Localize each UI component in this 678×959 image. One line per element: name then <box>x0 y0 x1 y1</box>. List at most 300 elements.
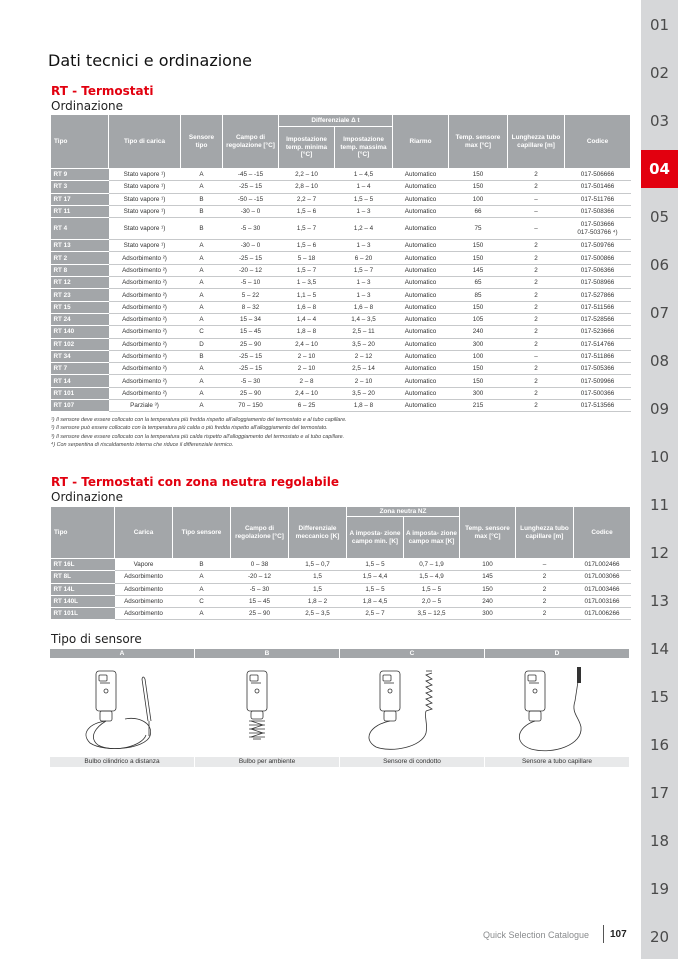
cell-campo: -5 – 30 <box>223 375 279 387</box>
chapter-tab-09[interactable]: 09 <box>649 400 670 418</box>
cell-dmax: 1,4 – 3,5 <box>335 313 393 325</box>
cell-codice: 017-527866 <box>565 289 631 301</box>
table-row <box>51 181 631 193</box>
cell-riarmo: Automatico <box>393 289 449 301</box>
cell-riarmo: Automatico <box>393 313 449 325</box>
cell-riarmo: Automatico <box>393 181 449 193</box>
cell-dmax: 3,5 – 20 <box>335 338 393 350</box>
cell-carica: Parziale ³) <box>109 400 181 412</box>
cell-campo: -5 – 30 <box>223 218 279 240</box>
header-carica: Carica <box>115 507 173 559</box>
cell-dmax: 1,6 – 8 <box>335 301 393 313</box>
cell-carica: Adsorbimento <box>115 595 173 607</box>
cell-codice: 017-513566 <box>565 400 631 412</box>
cell-codice: 017-500866 <box>565 252 631 264</box>
cell-riarmo: Automatico <box>393 169 449 181</box>
cell-tmax: 300 <box>449 387 508 399</box>
cell-carica: Stato vapore ¹) <box>109 169 181 181</box>
table-row <box>51 326 631 338</box>
cell-dmin: 2 – 8 <box>279 375 335 387</box>
cell-codice: 017L003166 <box>574 595 631 607</box>
codice-primary: 017-503666 <box>580 220 615 228</box>
chapter-tab-05[interactable]: 05 <box>649 208 670 226</box>
cell-dmax: 1,2 – 4 <box>335 218 393 240</box>
cell-tmax: 145 <box>449 264 508 276</box>
cell-cap: 2 <box>508 181 565 193</box>
cell-riarmo: Automatico <box>393 363 449 375</box>
cell-tipo: RT 3 <box>51 181 109 193</box>
cell-cap: 2 <box>508 169 565 181</box>
table-row <box>51 218 631 240</box>
header-temp-minima: Impostazione temp. minima [°C] <box>279 127 335 169</box>
cell-cap: 2 <box>508 326 565 338</box>
cell-codice: 017L003066 <box>574 571 631 583</box>
cell-sensore: B <box>181 350 223 362</box>
chapter-tab-04[interactable]: 04 <box>641 150 678 188</box>
cell-sensore: A <box>173 583 231 595</box>
cell-tmax: 105 <box>449 313 508 325</box>
sensor-letter-c: C <box>340 649 484 658</box>
cell-cap: 2 <box>508 400 565 412</box>
cell-tmax: 145 <box>460 571 516 583</box>
cell-cap: – <box>508 350 565 362</box>
table-row <box>51 375 631 387</box>
table-row <box>51 205 631 217</box>
header-codice: Codice <box>574 507 631 559</box>
cell-campo: 8 – 32 <box>223 301 279 313</box>
header-campo-regolazione: Campo di regolazione [°C] <box>223 115 279 169</box>
cell-codice: 017-528566 <box>565 313 631 325</box>
cell-sensore: B <box>181 193 223 205</box>
cell-tipo: RT 2 <box>51 252 109 264</box>
cell-tmax: 240 <box>460 595 516 607</box>
cell-tipo: RT 14 <box>51 375 109 387</box>
cell-dmax: 2 – 12 <box>335 350 393 362</box>
chapter-tab-20[interactable]: 20 <box>649 928 670 946</box>
table-row <box>51 193 631 205</box>
cell-tmax: 150 <box>449 181 508 193</box>
chapter-tab-12[interactable]: 12 <box>649 544 670 562</box>
cell-tmax: 150 <box>449 252 508 264</box>
cell-dmin: 1,1 – 5 <box>279 289 335 301</box>
header-differenziale-meccanico: Differenziale meccanico [K] <box>289 507 347 559</box>
cell-tipo: RT 101 <box>51 387 109 399</box>
cell-dmax: 1 – 4,5 <box>335 169 393 181</box>
cell-carica: Adsorbimento ²) <box>109 252 181 264</box>
chapter-tab-13[interactable]: 13 <box>649 592 670 610</box>
footnotes <box>51 416 611 450</box>
cell-tmax: 65 <box>449 277 508 289</box>
cell-nzmax: 2,0 – 5 <box>404 595 460 607</box>
cell-dmax: 1,5 – 5 <box>335 193 393 205</box>
cell-carica: Adsorbimento ²) <box>109 338 181 350</box>
cell-sensore: A <box>181 301 223 313</box>
cell-codice: 017-511866 <box>565 350 631 362</box>
header-tipo-sensore: Tipo sensore <box>173 507 231 559</box>
page-title: Dati tecnici e ordinazione <box>48 51 252 70</box>
chapter-tab-03[interactable]: 03 <box>649 112 670 130</box>
chapter-tab-15[interactable]: 15 <box>649 688 670 706</box>
footer-catalogue-name: Quick Selection Catalogue <box>483 930 590 940</box>
cell-riarmo: Automatico <box>393 264 449 276</box>
cell-tipo: RT 140L <box>51 595 115 607</box>
sensor-caption-d: Sensore a tubo capillare <box>485 757 629 767</box>
cell-codice: 017-511566 <box>565 301 631 313</box>
cell-tipo: RT 15 <box>51 301 109 313</box>
chapter-tab-07[interactable]: 07 <box>649 304 670 322</box>
header-campo-regolazione: Campo di regolazione [°C] <box>231 507 289 559</box>
cell-sensore: A <box>181 363 223 375</box>
codice-secondary: 017-503766 ⁴) <box>577 228 618 236</box>
cell-campo: -20 – 12 <box>223 264 279 276</box>
cell-riarmo: Automatico <box>393 252 449 264</box>
cell-campo: 0 – 38 <box>231 559 289 571</box>
cell-riarmo: Automatico <box>393 387 449 399</box>
cell-cap: 2 <box>508 375 565 387</box>
cell-sensore: C <box>181 326 223 338</box>
cell-cap: – <box>508 193 565 205</box>
cell-carica: Adsorbimento <box>115 571 173 583</box>
cell-cap: 2 <box>508 240 565 252</box>
cell-tipo: RT 23 <box>51 289 109 301</box>
cell-cap: – <box>508 205 565 217</box>
cell-sensore: C <box>173 595 231 607</box>
cell-riarmo: Automatico <box>393 400 449 412</box>
cell-carica: Adsorbimento ²) <box>109 363 181 375</box>
cell-campo: -25 – 15 <box>223 252 279 264</box>
cell-tipo: RT 8L <box>51 571 115 583</box>
cell-tipo: RT 16L <box>51 559 115 571</box>
cell-dmin: 1,5 – 7 <box>279 218 335 240</box>
cell-campo: 25 – 90 <box>223 338 279 350</box>
cell-campo: -5 – 30 <box>231 583 289 595</box>
cell-carica: Adsorbimento ²) <box>109 313 181 325</box>
cell-tipo: RT 13 <box>51 240 109 252</box>
sensor-a-illustration <box>50 661 194 753</box>
table-row <box>51 313 631 325</box>
table-row <box>51 583 631 595</box>
table-row <box>51 240 631 252</box>
cell-nzmin: 1,8 – 4,5 <box>347 595 404 607</box>
cell-tmax: 150 <box>449 169 508 181</box>
cell-dmin: 2,4 – 10 <box>279 387 335 399</box>
header-codice: Codice <box>565 115 631 169</box>
cell-codice: 017-508366 <box>565 205 631 217</box>
cell-dmax: 1,8 – 8 <box>335 400 393 412</box>
sensor-letter-d: D <box>485 649 629 658</box>
cell-tmax: 150 <box>449 301 508 313</box>
cell-cap: 2 <box>508 301 565 313</box>
cell-nzmax: 3,5 – 12,5 <box>404 608 460 620</box>
cell-dmin: 1,5 – 6 <box>279 240 335 252</box>
cell-diff: 1,8 – 2 <box>289 595 347 607</box>
cell-tipo: RT 24 <box>51 313 109 325</box>
cell-sensore: A <box>181 240 223 252</box>
footnote: ⁴) Con serpentina di riscaldamento interna che riduce il differenziale termico. <box>51 442 234 449</box>
cell-cap: 2 <box>508 363 565 375</box>
cell-dmin: 5 – 18 <box>279 252 335 264</box>
cell-nzmin: 1,5 – 5 <box>347 559 404 571</box>
cell-dmax: 6 – 20 <box>335 252 393 264</box>
cell-dmin: 1,5 – 6 <box>279 205 335 217</box>
cell-sensore: B <box>173 559 231 571</box>
table-row <box>51 350 631 362</box>
cell-carica: Stato vapore ¹) <box>109 240 181 252</box>
cell-tmax: 100 <box>449 350 508 362</box>
cell-sensore: A <box>173 608 231 620</box>
cell-sensore: A <box>181 169 223 181</box>
cell-dmax: 1 – 3 <box>335 240 393 252</box>
cell-dmax: 3,5 – 20 <box>335 387 393 399</box>
cell-nzmin: 1,5 – 4,4 <box>347 571 404 583</box>
cell-diff: 2,5 – 3,5 <box>289 608 347 620</box>
cell-riarmo: Automatico <box>393 375 449 387</box>
cell-sensore: A <box>181 252 223 264</box>
cell-tipo: RT 17 <box>51 193 109 205</box>
cell-dmin: 1,4 – 4 <box>279 313 335 325</box>
header-temp-max: Temp. sensore max [°C] <box>449 115 508 169</box>
cell-tmax: 66 <box>449 205 508 217</box>
cell-sensore: B <box>181 218 223 240</box>
sensor-caption-c: Sensore di condotto <box>340 757 484 767</box>
cell-codice: 017-523666 <box>565 326 631 338</box>
table-row <box>51 559 631 571</box>
cell-nzmin: 1,5 – 5 <box>347 583 404 595</box>
chapter-tab-11[interactable]: 11 <box>649 496 670 514</box>
cell-campo: -25 – 15 <box>223 181 279 193</box>
cell-campo: -5 – 10 <box>223 277 279 289</box>
cell-tipo: RT 107 <box>51 400 109 412</box>
chapter-tabs <box>641 0 678 959</box>
cell-campo: 25 – 90 <box>223 387 279 399</box>
cell-dmin: 2 – 10 <box>279 350 335 362</box>
cell-dmin: 1,8 – 8 <box>279 326 335 338</box>
cell-carica: Stato vapore ¹) <box>109 218 181 240</box>
chapter-tab-08[interactable]: 08 <box>649 352 670 370</box>
cell-codice: 017L006266 <box>574 608 631 620</box>
cell-campo: 5 – 22 <box>223 289 279 301</box>
table-row <box>51 169 631 181</box>
cell-codice: 017-501466 <box>565 181 631 193</box>
chapter-tab-18[interactable]: 18 <box>649 832 670 850</box>
sensor-c-illustration <box>340 661 484 753</box>
cell-sensore: A <box>181 277 223 289</box>
cell-dmin: 2,8 – 10 <box>279 181 335 193</box>
table-row <box>51 301 631 313</box>
cell-carica: Vapore <box>115 559 173 571</box>
zona-neutra-table <box>50 506 631 620</box>
cell-nzmax: 1,5 – 4,9 <box>404 571 460 583</box>
page-number: 107 <box>610 929 627 940</box>
table-row <box>51 289 631 301</box>
table-row <box>51 608 631 620</box>
cell-tmax: 75 <box>449 218 508 240</box>
cell-campo: 15 – 45 <box>223 326 279 338</box>
cell-tipo: RT 140 <box>51 326 109 338</box>
table-row <box>51 277 631 289</box>
sensor-d-illustration <box>485 661 629 753</box>
cell-cap: 2 <box>508 387 565 399</box>
cell-diff: 1,5 <box>289 571 347 583</box>
cell-dmin: 2,2 – 10 <box>279 169 335 181</box>
chapter-tab-10[interactable]: 10 <box>649 448 670 466</box>
cell-riarmo: Automatico <box>393 205 449 217</box>
cell-dmin: 6 – 25 <box>279 400 335 412</box>
cell-campo: 70 – 150 <box>223 400 279 412</box>
cell-codice: 017-511766 <box>565 193 631 205</box>
cell-tipo: RT 102 <box>51 338 109 350</box>
table-row <box>51 571 631 583</box>
table-row <box>51 400 631 412</box>
cell-nzmin: 2,5 – 7 <box>347 608 404 620</box>
table-row <box>51 595 631 607</box>
cell-codice: 017-506666 <box>565 169 631 181</box>
cell-tmax: 215 <box>449 400 508 412</box>
table-row <box>51 252 631 264</box>
footnote: ³) Il sensore deve essere collocato con la temperatura più calda rispetto all'alloggiamento del termostato e al tubo capillare. <box>51 433 345 440</box>
cell-nzmax: 0,7 – 1,9 <box>404 559 460 571</box>
cell-campo: -30 – 0 <box>223 240 279 252</box>
cell-dmax: 2 – 10 <box>335 375 393 387</box>
header-capillare: Lunghezza tubo capillare [m] <box>508 115 565 169</box>
cell-riarmo: Automatico <box>393 277 449 289</box>
cell-tmax: 85 <box>449 289 508 301</box>
cell-campo: 15 – 45 <box>231 595 289 607</box>
cell-riarmo: Automatico <box>393 326 449 338</box>
cell-diff: 1,5 <box>289 583 347 595</box>
section-title-zona-neutra: RT - Termostati con zona neutra regolabile <box>51 475 339 489</box>
cell-cap: 2 <box>516 595 574 607</box>
cell-campo: -30 – 0 <box>223 205 279 217</box>
cell-cap: 2 <box>508 264 565 276</box>
section-subtitle-ordinazione-2: Ordinazione <box>51 490 124 504</box>
cell-dmax: 1,5 – 7 <box>335 264 393 276</box>
cell-carica: Adsorbimento <box>115 608 173 620</box>
cell-codice: 017-508966 <box>565 277 631 289</box>
cell-cap: 2 <box>508 277 565 289</box>
cell-dmin: 1,5 – 7 <box>279 264 335 276</box>
cell-tipo: RT 8 <box>51 264 109 276</box>
cell-codice: 017-514766 <box>565 338 631 350</box>
cell-codice: 017-509966 <box>565 375 631 387</box>
chapter-tab-14[interactable]: 14 <box>649 640 670 658</box>
cell-riarmo: Automatico <box>393 193 449 205</box>
cell-cap: 2 <box>508 313 565 325</box>
cell-campo: 25 – 90 <box>231 608 289 620</box>
chapter-tab-02[interactable]: 02 <box>649 64 670 82</box>
cell-tipo: RT 34 <box>51 350 109 362</box>
section-title-termostati: RT - Termostati <box>51 84 154 98</box>
cell-carica: Adsorbimento ²) <box>109 264 181 276</box>
header-differenziale: Differenziale Δ t <box>279 115 393 127</box>
header-nz-min: A imposta- zione campo min. [K] <box>347 517 404 559</box>
sensor-types-title: Tipo di sensore <box>51 632 142 646</box>
cell-sensore: A <box>181 289 223 301</box>
cell-cap: 2 <box>508 252 565 264</box>
cell-dmax: 1 – 3 <box>335 277 393 289</box>
cell-dmin: 2 – 10 <box>279 363 335 375</box>
footer-divider <box>603 925 604 943</box>
cell-tmax: 300 <box>460 608 516 620</box>
chapter-tab-01[interactable]: 01 <box>649 16 670 34</box>
capillary-tip <box>577 667 581 683</box>
cell-codice <box>565 218 631 240</box>
cell-codice: 017-505366 <box>565 363 631 375</box>
chapter-tab-16[interactable]: 16 <box>649 736 670 754</box>
cell-diff: 1,5 – 0,7 <box>289 559 347 571</box>
termostati-table <box>50 114 631 412</box>
cell-campo: -25 – 15 <box>223 363 279 375</box>
sensor-letter-a: A <box>50 649 194 658</box>
cell-sensore: A <box>181 387 223 399</box>
cell-carica: Adsorbimento ²) <box>109 375 181 387</box>
cell-tipo: RT 4 <box>51 218 109 240</box>
cell-riarmo: Automatico <box>393 240 449 252</box>
chapter-tab-06[interactable]: 06 <box>649 256 670 274</box>
table-row <box>51 363 631 375</box>
cell-campo: -20 – 12 <box>231 571 289 583</box>
cell-tipo: RT 11 <box>51 205 109 217</box>
cell-cap: 2 <box>516 608 574 620</box>
cell-carica: Adsorbimento ²) <box>109 301 181 313</box>
header-tipo-carica: Tipo di carica <box>109 115 181 169</box>
cell-tmax: 150 <box>449 240 508 252</box>
cell-nzmax: 1,5 – 5 <box>404 583 460 595</box>
header-tipo: Tipo <box>51 115 109 169</box>
cell-campo: -45 – -15 <box>223 169 279 181</box>
header-temp-massima: Impostazione temp. massima [°C] <box>335 127 393 169</box>
cell-carica: Adsorbimento ²) <box>109 350 181 362</box>
cell-tipo: RT 12 <box>51 277 109 289</box>
cell-tipo: RT 14L <box>51 583 115 595</box>
header-riarmo: Riarmo <box>393 115 449 169</box>
cell-campo: 15 – 34 <box>223 313 279 325</box>
cell-tipo: RT 101L <box>51 608 115 620</box>
cell-carica: Stato vapore ¹) <box>109 205 181 217</box>
cell-sensore: D <box>181 338 223 350</box>
cell-carica: Adsorbimento ²) <box>109 387 181 399</box>
table-row <box>51 338 631 350</box>
cell-sensore: A <box>181 313 223 325</box>
header-tipo: Tipo <box>51 507 115 559</box>
header-zona-neutra: Zona neutra NZ <box>347 507 460 517</box>
cell-carica: Adsorbimento ²) <box>109 326 181 338</box>
cell-cap: – <box>508 218 565 240</box>
header-capillare: Lunghezza tubo capillare [m] <box>516 507 574 559</box>
cell-riarmo: Automatico <box>393 301 449 313</box>
cell-sensore: B <box>181 205 223 217</box>
header-nz-max: A imposta- zione campo max [K] <box>404 517 460 559</box>
chapter-tab-19[interactable]: 19 <box>649 880 670 898</box>
cell-dmax: 1 – 4 <box>335 181 393 193</box>
cell-tmax: 150 <box>449 363 508 375</box>
cell-sensore: A <box>181 400 223 412</box>
cell-tmax: 300 <box>449 338 508 350</box>
header-sensore-tipo: Sensore tipo <box>181 115 223 169</box>
cell-cap: 2 <box>516 571 574 583</box>
cell-campo: -50 – -15 <box>223 193 279 205</box>
sensor-caption-b: Bulbo per ambiente <box>195 757 339 767</box>
sensor-caption-a: Bulbo cilindrico a distanza <box>50 757 194 767</box>
cell-dmax: 2,5 – 11 <box>335 326 393 338</box>
cell-cap: 2 <box>516 583 574 595</box>
table-row <box>51 264 631 276</box>
cell-dmin: 1,6 – 8 <box>279 301 335 313</box>
cell-tmax: 150 <box>449 375 508 387</box>
cell-sensore: A <box>181 375 223 387</box>
chapter-tab-17[interactable]: 17 <box>649 784 670 802</box>
cell-carica: Stato vapore ¹) <box>109 181 181 193</box>
